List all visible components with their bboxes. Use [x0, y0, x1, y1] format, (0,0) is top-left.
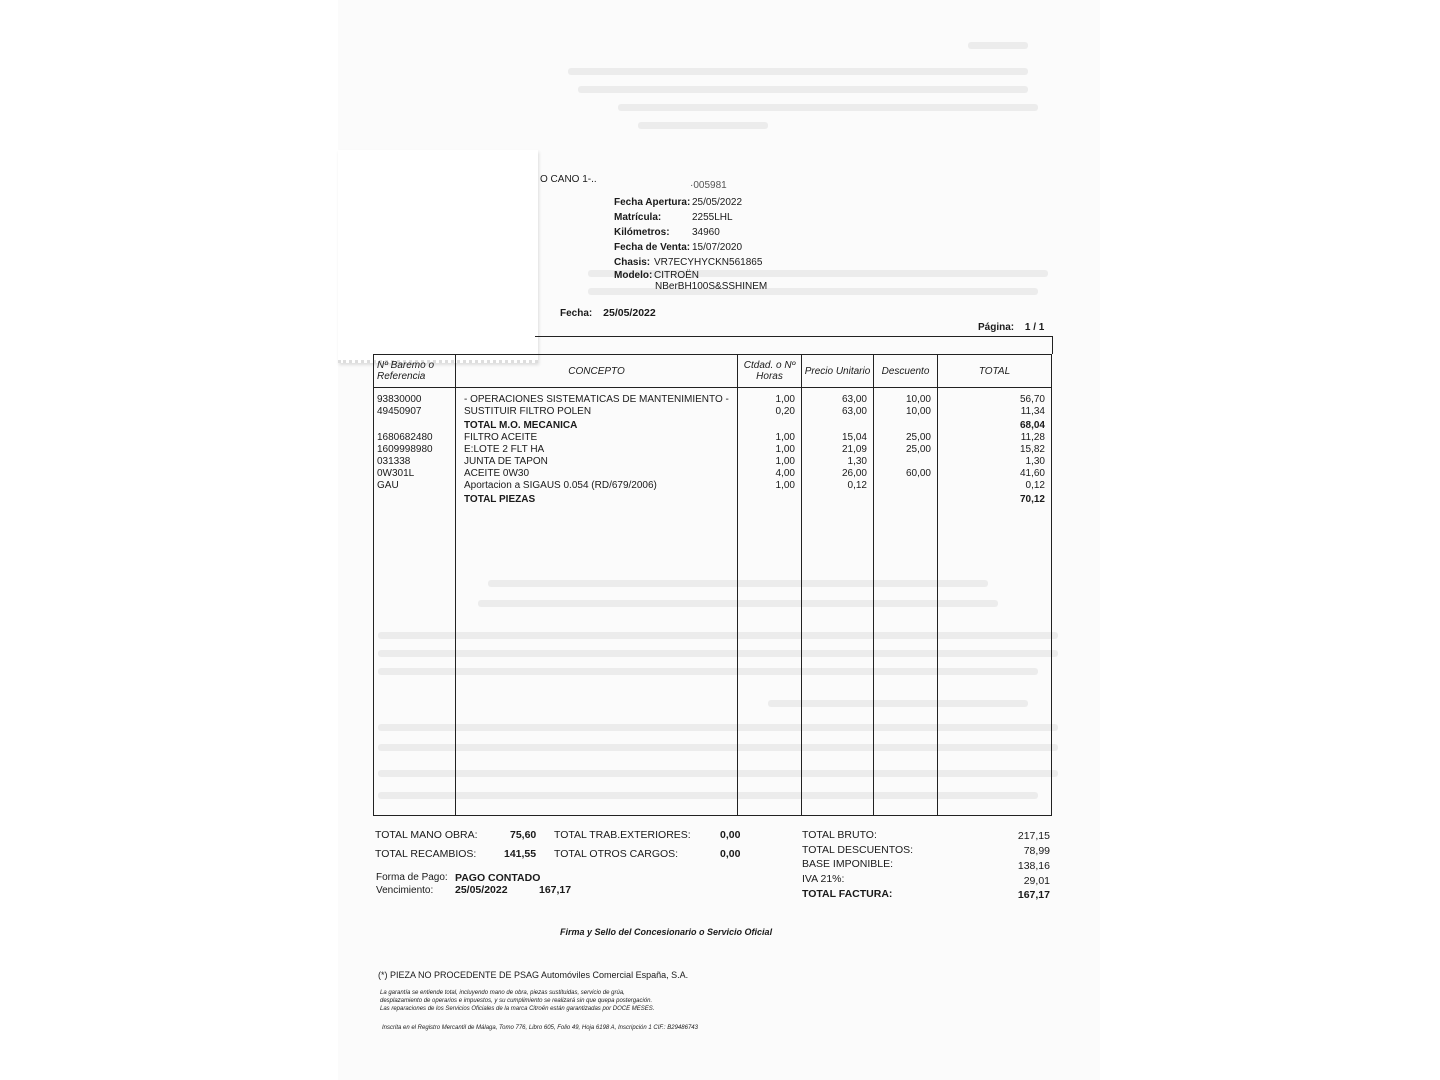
concepto-cell: E:LOTE 2 FLT HA — [464, 444, 545, 455]
table-body-row — [374, 388, 1052, 816]
cantidad-cell: 1,00 — [775, 480, 795, 491]
cantidad-cell: 1,00 — [775, 456, 795, 467]
col-concepto: CONCEPTO — [456, 355, 738, 388]
vencimiento-amount: 167,17 — [539, 884, 572, 896]
forma-pago-value: PAGO CONTADO — [455, 872, 541, 884]
precio-cell: 21,09 — [841, 444, 867, 455]
precio-cell: 63,00 — [841, 394, 867, 405]
ref-cell — [377, 492, 454, 506]
items-table — [373, 354, 1052, 816]
concepto-cell: FILTRO ACEITE — [464, 432, 538, 443]
bleed-through-line — [568, 68, 1028, 75]
total-otros-cargos-value: 0,00 — [720, 848, 741, 860]
total-factura-label: TOTAL FACTURA: — [802, 888, 893, 900]
precio-cell — [803, 492, 867, 506]
garantia-line-2: desplazamiento de operarios e impuestos, y su cumplimiento se realizará sin que quepa postergación. — [380, 998, 653, 1004]
vencimiento-label: Vencimiento: — [376, 885, 434, 896]
precio-column — [802, 388, 874, 816]
garantia-line-3: Las reparaciones de los Servicios Oficiales de la marca Citroën están garantizadas por DOCE MESES. — [380, 1006, 655, 1012]
field-fecha-apertura: Fecha Apertura: 25/05/2022 — [614, 197, 743, 208]
descuento-cell: 25,00 — [905, 432, 931, 443]
base-imponible-label: BASE IMPONIBLE: — [802, 858, 894, 870]
ref-cell: 0W301L — [377, 468, 415, 479]
col-descuento: Descuento — [874, 355, 938, 388]
frame-right-line — [1052, 336, 1053, 354]
total-trab-exteriores-value: 0,00 — [720, 829, 741, 841]
cantidad-cell: 0,20 — [775, 406, 795, 417]
col-precio: Precio Unitario — [802, 355, 874, 388]
bleed-through-line — [968, 42, 1028, 49]
forma-pago-label: Forma de Pago: — [376, 872, 448, 883]
total-trab-exteriores-label: TOTAL TRAB.EXTERIORES: — [554, 829, 691, 841]
registro-mercantil: Inscrita en el Registro Mercantil de Málaga, Tomo 776, Libro 605, Folio 49, Hoja 6198 A, Inscripción 1 CIF.: B29486743 — [382, 1025, 698, 1031]
concepto-cell: TOTAL M.O. MECANICA — [464, 420, 578, 431]
total-cell: 56,70 — [1019, 394, 1045, 405]
ref-cell: 49450907 — [377, 406, 422, 417]
ref-cell: GAU — [377, 480, 399, 491]
total-cell: 0,12 — [1025, 480, 1045, 491]
col-cantidad: Ctdad. o Nº Horas — [738, 355, 802, 388]
concepto-cell: JUNTA DE TAPON — [464, 456, 548, 467]
precio-cell: 0,12 — [847, 480, 867, 491]
field-modelo-line2: NBerBH100S&SSHINEM — [655, 281, 768, 292]
precio-cell: 1,30 — [847, 456, 867, 467]
field-chasis: Chasis: VR7ECYHYCKN561865 — [614, 257, 763, 268]
fecha-line: Fecha: 25/05/2022 — [560, 307, 656, 319]
ref-cell: 93830000 — [377, 394, 422, 405]
concepto-cell: ACEITE 0W30 — [464, 468, 530, 479]
total-recambios-value: 141,55 — [504, 848, 537, 860]
field-kilometros: Kilómetros: 34960 — [614, 227, 720, 238]
total-cell: 15,82 — [1019, 444, 1045, 455]
cantidad-column — [738, 388, 802, 816]
concepto-column — [456, 388, 738, 816]
total-bruto-label: TOTAL BRUTO: — [802, 829, 877, 841]
descuento-cell: 60,00 — [905, 468, 931, 479]
precio-cell: 63,00 — [841, 406, 867, 417]
descuento-cell — [875, 418, 931, 432]
precio-cell — [803, 418, 867, 432]
total-descuentos-value: 78,99 — [1023, 845, 1050, 857]
concepto-cell: TOTAL PIEZAS — [464, 494, 536, 505]
total-column — [938, 388, 1052, 816]
field-modelo: Modelo: CITROËN — [614, 270, 699, 281]
descuento-cell: 25,00 — [905, 444, 931, 455]
descuento-column — [874, 388, 938, 816]
firma-sello-caption: Firma y Sello del Concesionario o Servicio Oficial — [560, 927, 773, 937]
field-fecha-venta: Fecha de Venta: 15/07/2020 — [614, 242, 743, 253]
base-imponible-value: 138,16 — [1017, 860, 1050, 872]
iva-value: 29,01 — [1023, 875, 1050, 887]
ref-cell: 031338 — [377, 456, 411, 467]
descuento-cell: 10,00 — [905, 406, 931, 417]
descuento-cell — [875, 456, 931, 468]
covering-sticker — [338, 150, 538, 363]
iva-label: IVA 21%: — [802, 873, 845, 885]
concepto-cell: SUSTITUIR FILTRO POLEN — [464, 406, 592, 417]
ref-cell: 1609998980 — [377, 444, 433, 455]
descuento-cell — [875, 480, 931, 492]
bleed-through-line — [618, 104, 1038, 111]
cantidad-cell — [739, 418, 795, 432]
total-recambios-label: TOTAL RECAMBIOS: — [375, 848, 477, 860]
pagina-line: Página: 1 / 1 — [978, 322, 1045, 333]
concepto-cell: Aportacion a SIGAUS 0.054 (RD/679/2006) — [464, 480, 657, 491]
total-cell: 11,34 — [1020, 406, 1045, 417]
vehicle-info — [614, 195, 767, 292]
descuento-cell: 10,00 — [905, 394, 931, 405]
cantidad-cell — [739, 492, 795, 506]
table-header-row — [374, 355, 1052, 388]
col-referencia: Nº Baremo o Referencia — [374, 355, 456, 388]
bleed-through-line — [638, 122, 768, 129]
bleed-through-line — [578, 86, 1028, 93]
precio-cell: 26,00 — [841, 468, 867, 479]
total-factura-value: 167,17 — [1017, 889, 1050, 901]
ref-column — [374, 388, 456, 816]
cantidad-cell: 1,00 — [775, 444, 795, 455]
precio-cell: 15,04 — [841, 432, 867, 443]
pieza-note: (*) PIEZA NO PROCEDENTE DE PSAG Automóviles Comercial España, S.A. — [378, 970, 689, 980]
vencimiento-date: 25/05/2022 — [455, 884, 508, 896]
frame-top-line — [535, 336, 1053, 337]
concepto-cell: - OPERACIONES SISTEMÁTICAS DE MANTENIMIENTO - — [464, 394, 729, 405]
total-descuentos-label: TOTAL DESCUENTOS: — [802, 844, 914, 856]
total-bruto-value: 217,15 — [1017, 830, 1050, 842]
total-cell: 70,12 — [1019, 494, 1045, 505]
header-fragment: O CANO 1-.. — [540, 174, 597, 185]
ref-cell: 1680682480 — [377, 432, 433, 443]
total-otros-cargos-label: TOTAL OTROS CARGOS: — [554, 848, 679, 860]
total-cell: 1,30 — [1025, 456, 1045, 467]
cantidad-cell: 1,00 — [775, 432, 795, 443]
total-cell: 68,04 — [1019, 420, 1045, 431]
total-cell: 11,28 — [1020, 432, 1045, 443]
descuento-cell — [875, 492, 931, 506]
ref-cell — [377, 418, 454, 432]
total-mano-obra-value: 75,60 — [510, 829, 537, 841]
cantidad-cell: 4,00 — [775, 468, 795, 479]
col-total: TOTAL — [938, 355, 1052, 388]
total-mano-obra-label: TOTAL MANO OBRA: — [375, 829, 478, 841]
total-cell: 41,60 — [1019, 468, 1045, 479]
header-fragment: ·005981 — [690, 180, 727, 191]
cantidad-cell: 1,00 — [775, 394, 795, 405]
field-matricula: Matrícula: 2255LHL — [614, 212, 733, 223]
garantia-line-1: La garantía se entiende total, incluyendo mano de obra, piezas sustituidas, servicio de grúa, — [380, 990, 625, 996]
